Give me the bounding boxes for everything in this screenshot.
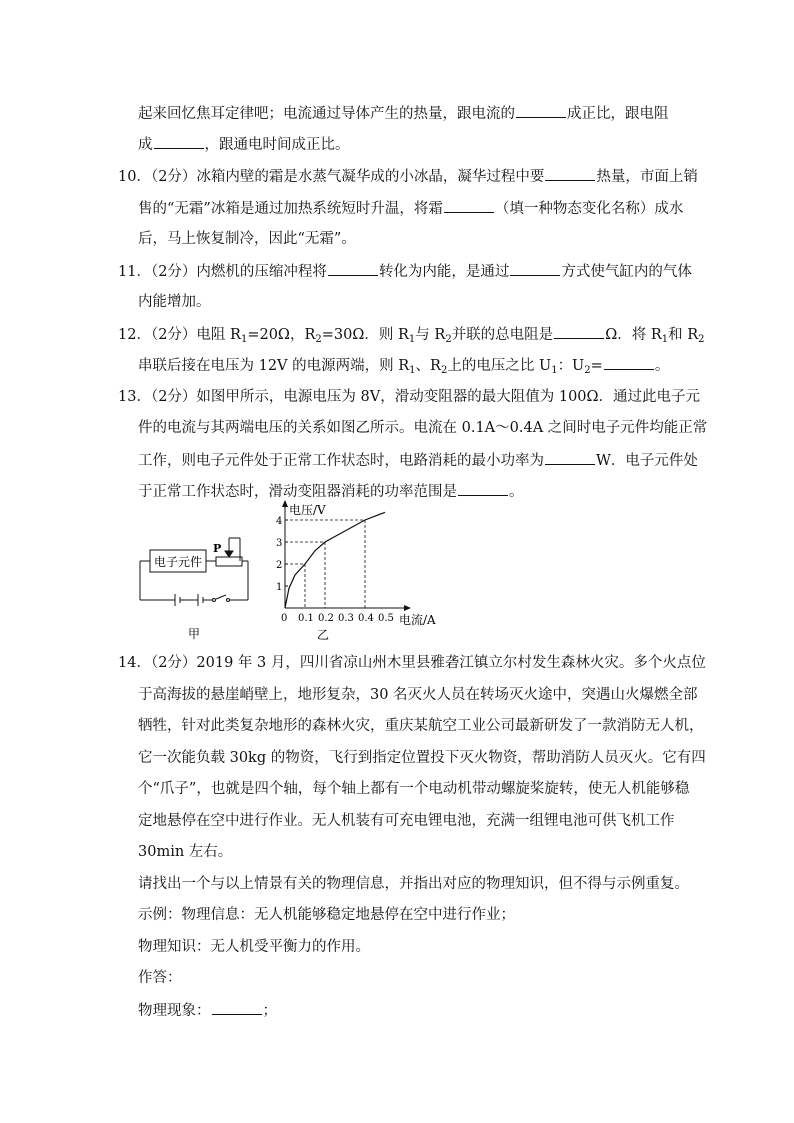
y-tick-label: 3	[276, 538, 283, 549]
q10-text: 后，马上恢复制冷，因此“无霜”。	[138, 231, 356, 247]
q12-line-2	[138, 355, 669, 376]
q12-text: 并联的总电阻是	[451, 327, 554, 343]
subscript: 2	[440, 365, 448, 376]
q14-text: 作答：	[138, 970, 182, 986]
q9-line-2	[138, 134, 350, 155]
q13-line-3	[138, 450, 698, 471]
q11-text: 转化为内能，是通过	[378, 264, 510, 280]
q11-line-1	[118, 261, 692, 282]
q14-line-6	[138, 811, 675, 831]
q13-text: 于正常工作状态时，滑动变阻器消耗的功率范围是	[138, 484, 457, 500]
q12-text: 。	[654, 358, 670, 374]
rheostat-icon	[216, 557, 242, 566]
x-tick-label: 0.1	[298, 613, 314, 624]
q14-text: 物理知识：无人机受平衡力的作用。	[138, 939, 370, 955]
subscript: 2	[445, 334, 452, 345]
q10-line-1	[118, 166, 698, 187]
q14-line-9	[138, 905, 515, 925]
q10-text: 售的“无霜”冰箱是通过加热系统短时升温，将霜	[138, 201, 443, 217]
subscript: 1	[551, 365, 558, 376]
q11-line-2	[138, 292, 211, 312]
q12-text: 和 R	[668, 327, 699, 343]
subscript: 1	[240, 334, 248, 345]
answer-blank[interactable]	[444, 198, 494, 213]
q12-text: Ω．将 R	[605, 327, 662, 343]
q14-line-12	[138, 1000, 277, 1021]
answer-blank[interactable]	[545, 450, 595, 465]
subscript: 1	[409, 365, 416, 376]
caption-jia: 甲	[188, 627, 201, 641]
subscript: 2	[315, 334, 322, 345]
x-tick-label: 0.5	[378, 613, 394, 624]
answer-blank[interactable]	[212, 1000, 262, 1015]
q13-text: 件的电流与其两端电压的关系如图乙所示。电流在 0.1A～0.4A 之间时电子元件均能正常	[138, 420, 708, 436]
q14-text: 示例：物理信息：无人机能够稳定地悬停在空中进行作业；	[138, 907, 515, 923]
subscript: 2	[698, 334, 705, 345]
q12-text: 与 R	[415, 327, 446, 343]
q10-line-3	[138, 229, 356, 249]
q13-text: 13．（2分）如图甲所示，电源电压为 8V，滑动变阻器的最大阻值为 100Ω．通过此电子元	[118, 389, 701, 405]
q14-line-8	[138, 874, 689, 894]
subscript: 1	[661, 334, 669, 345]
q12-text: 串联后接在电压为 12V 的电源两端，则 R	[138, 358, 410, 374]
q9-text: 成正比，跟电阻	[567, 106, 669, 122]
q13-line-1	[118, 387, 700, 407]
y-tick-label: 4	[276, 516, 283, 527]
answer-blank[interactable]	[516, 103, 566, 118]
q14-text: 请找出一个与以上情景有关的物理信息，并指出对应的物理知识，但不得与示例重复。	[138, 876, 689, 892]
answer-blank[interactable]	[458, 481, 508, 496]
q10-line-2	[138, 198, 683, 219]
x-axis-label: 电流/A	[399, 613, 436, 627]
figure	[130, 500, 450, 650]
slider-label: P	[213, 542, 222, 555]
answer-blank[interactable]	[328, 261, 378, 276]
figure-svg	[130, 500, 450, 650]
q14-line-3	[138, 716, 704, 736]
answer-blank[interactable]	[510, 261, 560, 276]
switch-icon	[227, 599, 230, 602]
q12-text: =30Ω．则 R	[321, 327, 409, 343]
switch-icon	[213, 599, 216, 602]
answer-blank[interactable]	[604, 355, 654, 370]
q14-line-10	[138, 937, 370, 957]
q14-text: 它一次能负载 30kg 的物资，飞行到指定位置投下灭火物资，帮助消防人员灭火。它有四	[138, 750, 706, 766]
q12-text: 12．（2分）电阻 R	[118, 327, 241, 343]
q11-text: 方式使气缸内的气体	[561, 264, 692, 280]
q12-text: =20Ω，R	[247, 327, 316, 343]
q13-text: 工作，则电子元件处于正常工作状态时，电路消耗的最小功率为	[138, 453, 544, 469]
q14-text: ；	[262, 1003, 277, 1019]
subscript: 2	[584, 365, 591, 376]
q9-text: 成	[138, 137, 153, 153]
q14-line-1	[118, 653, 706, 673]
q14-text: 14．（2分）2019 年 3 月，四川省凉山州木里县雅砻江镇立尔村发生森林火灾。多个火点位	[118, 655, 706, 671]
q12-text: =	[590, 358, 603, 374]
x-tick-label: 0.3	[338, 613, 354, 624]
q13-text: 。	[509, 484, 524, 500]
q14-line-5	[138, 779, 689, 799]
x-tick-label: 0.4	[358, 613, 374, 624]
q11-text: 11．（2分）内燃机的压缩冲程将	[118, 264, 327, 280]
slider-arrowhead	[225, 551, 233, 557]
q13-line-2	[138, 418, 707, 438]
q12-text: ：U	[557, 358, 585, 374]
q10-text: 10．（2分）冰箱内壁的霜是水蒸气凝华成的小冰晶，凝华过程中要	[118, 169, 545, 185]
x-tick-label: 0.2	[318, 613, 334, 624]
circuit-diagram	[140, 538, 248, 606]
component-label: 电子元件	[154, 555, 203, 569]
q14-line-11	[138, 968, 182, 988]
q9-text: 起来回忆焦耳定律吧；电流通过导体产生的热量，跟电流的	[138, 106, 515, 122]
caption-yi: 乙	[317, 628, 330, 642]
q14-text: 个“爪子”，也就是四个轴，每个轴上都有一个电动机带动螺旋桨旋转，使无人机能够稳	[138, 781, 690, 797]
q9-line-1	[138, 103, 669, 124]
q14-text: 30min 左右。	[138, 844, 233, 860]
y-axis-label: 电压/V	[289, 503, 326, 517]
q13-line-4	[138, 481, 524, 502]
iv-chart	[276, 500, 436, 627]
y-axis-arrow	[282, 500, 288, 507]
q14-text: 于高海拔的悬崖峭壁上，地形复杂，30 名灭火人员在转场灭火途中，突遇山火爆燃全部	[138, 687, 698, 703]
q12-text: 上的电压之比 U	[447, 358, 552, 374]
answer-blank[interactable]	[554, 324, 604, 339]
q14-line-2	[138, 685, 698, 705]
iv-curve	[285, 512, 385, 608]
q14-line-7	[138, 842, 232, 862]
q14-line-4	[138, 748, 706, 768]
y-tick-label: 1	[276, 582, 283, 593]
q12-line-1	[118, 324, 705, 345]
y-tick-label: 2	[276, 560, 283, 571]
x-axis-arrow	[404, 605, 411, 611]
q14-text: 牺牲，针对此类复杂地形的森林火灾，重庆某航空工业公司最新研发了一款消防无人机，	[138, 718, 704, 734]
q14-text: 物理现象：	[138, 1003, 211, 1019]
q10-text: （填一种物态变化名称）成水	[494, 201, 684, 217]
q9-text: ，跟通电时间成正比。	[204, 137, 350, 153]
x-tick-label: 0	[281, 613, 288, 624]
q10-text: 热量，市面上销	[596, 169, 698, 185]
switch-icon	[216, 595, 226, 599]
q13-text: W．电子元件处	[596, 453, 698, 469]
q11-text: 内能增加。	[138, 294, 211, 310]
answer-blank[interactable]	[545, 166, 595, 181]
subscript: 1	[408, 334, 416, 345]
answer-blank[interactable]	[154, 134, 204, 149]
q12-text: 、R	[415, 358, 441, 374]
q14-text: 定地悬停在空中进行作业。无人机装有可充电锂电池，充满一组锂电池可供飞机工作	[138, 813, 675, 829]
